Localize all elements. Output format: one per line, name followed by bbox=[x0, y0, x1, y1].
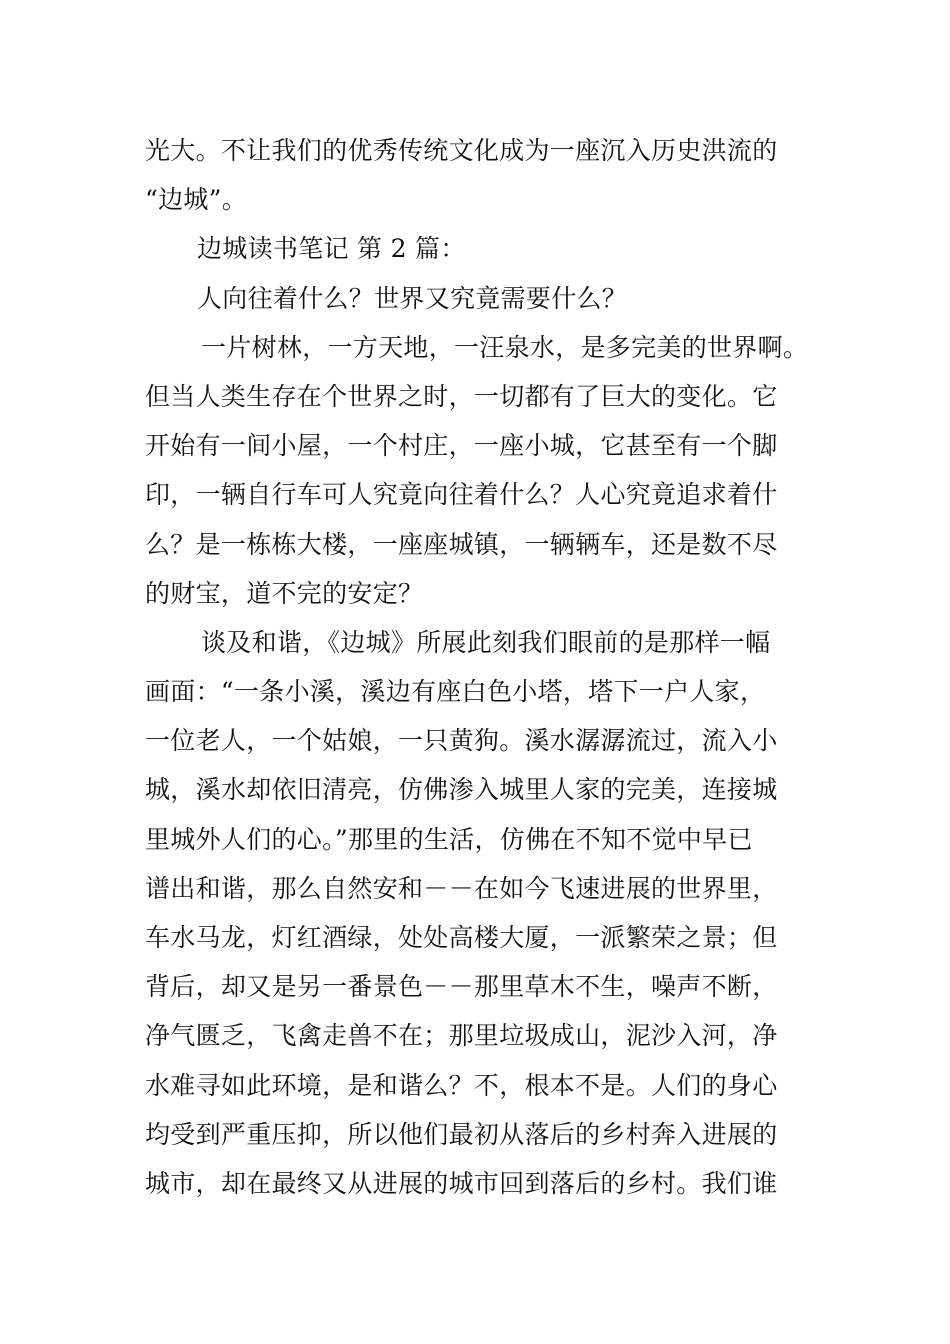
text-line-8: 印，一辆自行车可人究竟向往着什么？人心究竟追求着什 bbox=[145, 480, 778, 510]
text-line-19: 净气匮乏，飞禽走兽不在；那里垃圾成山，泥沙入河，净 bbox=[145, 1021, 778, 1051]
text-line-11: 谈及和谐，《边城》所展此刻我们眼前的是那样一幅 bbox=[201, 627, 771, 657]
text-line-14: 城，溪水却依旧清亮，仿佛渗入城里人家的完美，连接城 bbox=[145, 775, 778, 805]
text-line-12: 画面：“一条小溪，溪边有座白色小塔，塔下一户人家， bbox=[145, 677, 766, 707]
text-line-1: 光大。不让我们的优秀传统文化成为一座沉入历史洪流的 bbox=[145, 136, 778, 165]
text-line-2: “边城”。 bbox=[145, 185, 248, 215]
text-line-17: 车水马龙，灯红酒绿，处处高楼大厦，一派繁荣之景；但 bbox=[145, 923, 778, 952]
text-line-15: 里城外人们的心。”那里的生活，仿佛在不知不觉中早已 bbox=[145, 824, 753, 854]
body-text bbox=[145, 126, 825, 1208]
text-line-9: 么？是一栋栋大楼，一座座城镇，一辆辆车，还是数不尽 bbox=[145, 529, 778, 559]
text-line-20: 水难寻如此环境，是和谐么？不，根本不是。人们的身心 bbox=[145, 1070, 778, 1100]
text-line-22: 城市，却在最终又从进展的城市回到落后的乡村。我们谁 bbox=[145, 1168, 778, 1198]
text-line-16: 谱出和谐，那么自然安和－－在如今飞速进展的世界里， bbox=[145, 873, 778, 903]
text-line-4: 人向往着什么？世界又究竟需要什么？ bbox=[197, 283, 628, 313]
text-line-6: 但当人类生存在个世界之时，一切都有了巨大的变化。它 bbox=[145, 381, 778, 411]
text-line-18: 背后，却又是另一番景色－－那里草木不生，噪声不断， bbox=[145, 972, 778, 1002]
section-heading: 边城读书笔记 第 2 篇： bbox=[197, 234, 466, 264]
text-line-10: 的财宝，道不完的安定？ bbox=[145, 578, 424, 608]
text-line-5: 一片树林，一方天地，一汪泉水，是多完美的世界啊。 bbox=[201, 332, 809, 362]
text-line-21: 均受到严重压抑，所以他们最初从落后的乡村奔入进展的 bbox=[145, 1119, 778, 1149]
text-line-13: 一位老人，一个姑娘，一只黄狗。溪水潺潺流过，流入小 bbox=[145, 726, 778, 756]
text-line-7: 开始有一间小屋，一个村庄，一座小城，它甚至有一个脚 bbox=[145, 431, 778, 461]
